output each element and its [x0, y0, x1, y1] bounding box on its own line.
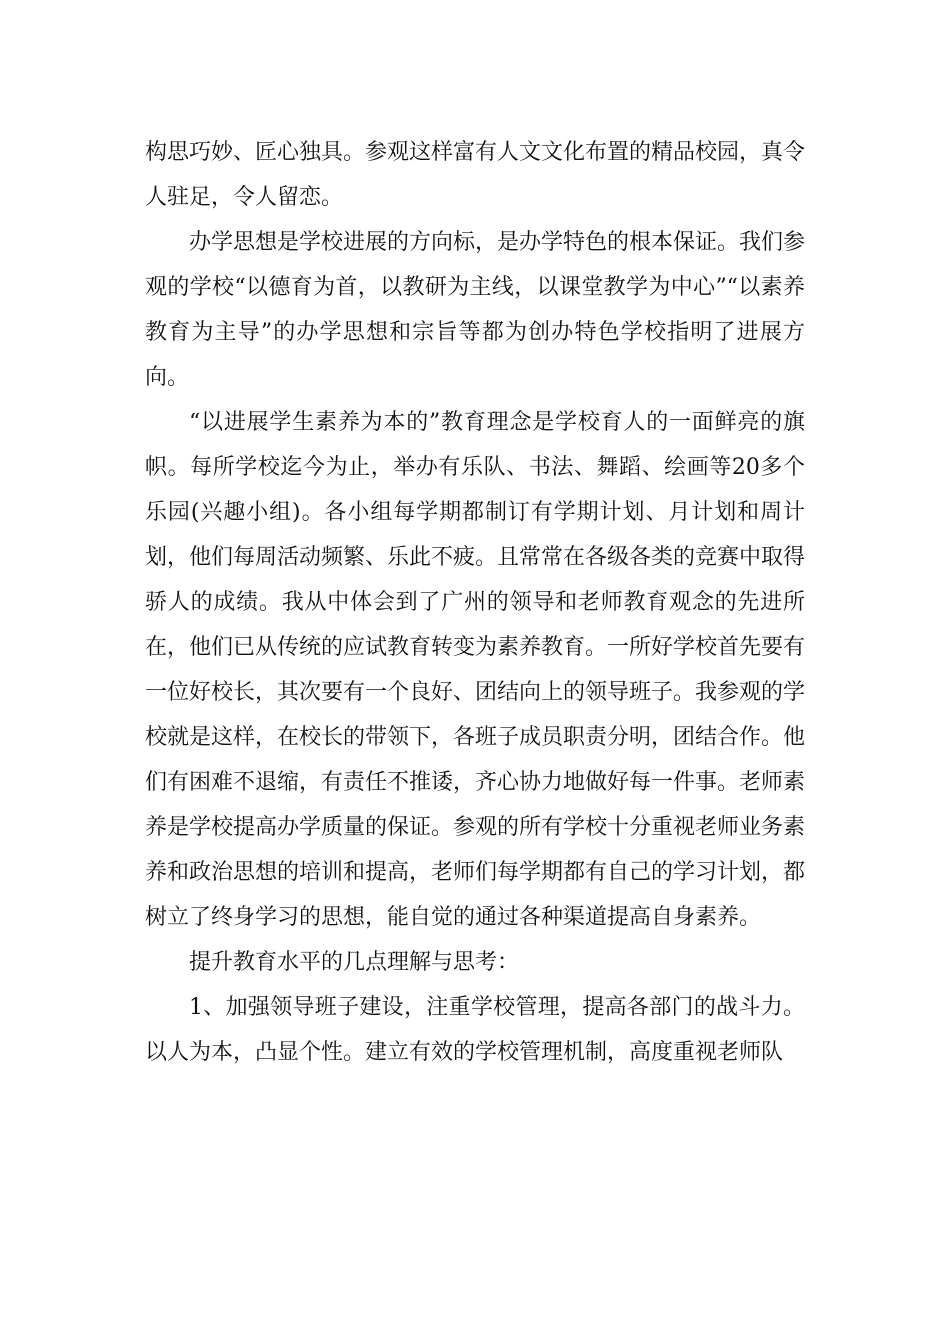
paragraph-campus-layout: 构思巧妙、匠心独具。参观这样富有人文文化布置的精品校园，真令人驻足，令人留恋。 — [145, 140, 806, 210]
paragraph-school-philosophy: 办学思想是学校进展的方向标，是办学特色的根本保证。我们参观的学校“以德育为首，以教研为主线，以课堂教学为中心”“以素养教育为主导”的办学思想和宗旨等都为创办特色学校指明了进展方向。 — [145, 230, 806, 390]
paragraph-point-one: 1、加强领导班子建设，注重学校管理，提高各部门的战斗力。以人为本，凸显个性。建立有效的学校管理机制，高度重视老师队 — [145, 995, 805, 1065]
paragraph-education-concept: “以进展学生素养为本的”教育理念是学校育人的一面鲜亮的旗帜。每所学校迄今为止，举办有乐队、书法、舞蹈、绘画等20多个乐园(兴趣小组)。各小组每学期都制订有学期计划、月计划和周计划，他们每周活动频繁、乐此不疲。且常常在各级各类的竞赛中取得骄人的成绩。我从中体会到了广州的领导和老师教育观念的先进所在，他们已从传统的应试教育转变为素养教育。一所好学校首先要有一位好校长，其次要有一个良好、团结向上的领导班子。我参观的学校就是这样，在校长的带领下，各班子成员职责分明，团结合作。他们有困难不退缩，有责任不推诿，齐心协力地做好每一件事。老师素养是学校提高办学质量的保证。参观的所有学校十分重视老师业务素养和政治思想的培训和提高，老师们每学期都有自己的学习计划，都树立了终身学习的思想，能自觉的通过各种渠道提高自身素养。 — [145, 410, 806, 930]
paragraph-reflection-heading: 提升教育水平的几点理解与思考： — [189, 950, 520, 975]
document-body — [145, 130, 805, 1075]
